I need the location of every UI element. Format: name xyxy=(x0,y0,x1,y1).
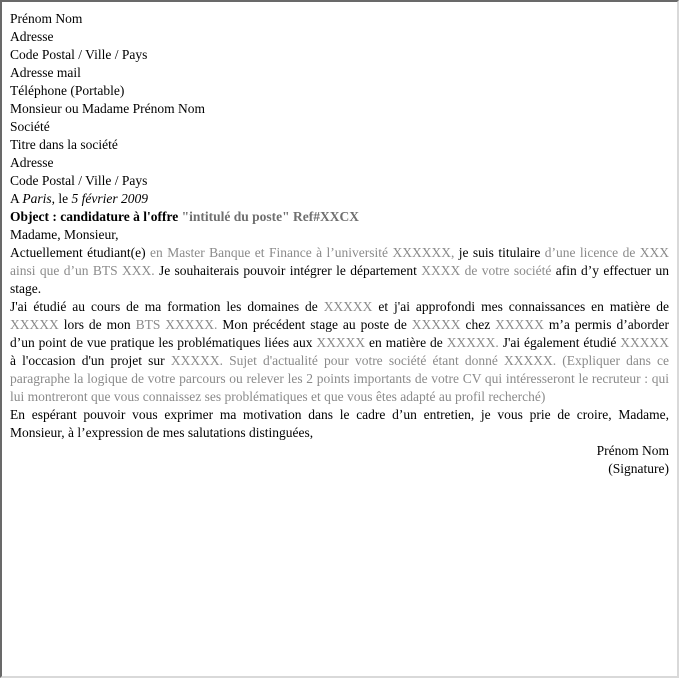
recipient-postal-city-country: Code Postal / Ville / Pays xyxy=(10,173,148,188)
p2-seg17: à l'occasion d'un projet sur xyxy=(10,353,171,368)
p1-seg1: Actuellement étudiant(e) xyxy=(10,245,151,260)
p2-seg7: Mon précédent stage au poste de xyxy=(217,317,412,332)
paragraph-intro xyxy=(10,244,669,298)
salutation: Madame, Monsieur, xyxy=(10,227,119,242)
sender-address: Adresse xyxy=(10,29,54,44)
sender-email: Adresse mail xyxy=(10,65,81,80)
paragraph-experience xyxy=(10,298,669,406)
date-prefix: A xyxy=(10,191,23,206)
p2-seg15: J'ai également étudié xyxy=(498,335,621,350)
date-value: 5 février 2009 xyxy=(71,191,149,206)
sender-postal-city-country: Code Postal / Ville / Pays xyxy=(10,47,148,62)
p1-seg3: je suis titulaire xyxy=(458,245,545,260)
subject-placeholder: "intitulé du poste" Ref#XXCX xyxy=(181,209,359,224)
p1-seg6: XXXX de votre société xyxy=(421,263,556,278)
signature-placeholder: (Signature) xyxy=(608,461,669,476)
p2-seg2: XXXXX xyxy=(323,299,373,314)
recipient-name: Monsieur ou Madame Prénom Nom xyxy=(10,101,205,116)
p2-seg12: XXXXX xyxy=(316,335,366,350)
signature-name: Prénom Nom xyxy=(596,443,669,458)
recipient-company: Société xyxy=(10,119,50,134)
p2-seg8: XXXXX xyxy=(411,317,461,332)
sender-name: Prénom Nom xyxy=(10,11,83,26)
p2-seg10: XXXXX xyxy=(495,317,544,332)
p2-seg1: J'ai étudié au cours de ma formation les domaines de xyxy=(10,299,324,314)
p2-seg16: XXXXX xyxy=(620,335,669,350)
recipient-address: Adresse xyxy=(10,155,54,170)
recipient-title: Titre dans la société xyxy=(10,137,118,152)
p2-seg11: m’a permis d’aborder d’un point de vue pratique les problématiques liées aux xyxy=(10,317,669,350)
p1-seg2: en Master Banque et Finance à l’université XXXXXX, xyxy=(150,245,459,260)
p2-seg9: chez xyxy=(460,317,496,332)
recipient-block xyxy=(10,100,669,208)
p2-seg3: et j'ai approfondi mes connaissances en matière de xyxy=(372,299,669,314)
p1-seg7: afin d’y effectuer un stage. xyxy=(10,263,669,296)
p2-seg14: XXXXX. xyxy=(446,335,499,350)
p2-seg5: lors de mon xyxy=(58,317,136,332)
p2-seg6: BTS XXXXX. xyxy=(135,317,218,332)
sender-block xyxy=(10,10,669,100)
p2-seg4: XXXXX xyxy=(10,317,59,332)
subject-line xyxy=(10,208,669,226)
sender-phone: Téléphone (Portable) xyxy=(10,83,125,98)
closing-paragraph: En espérant pouvoir vous exprimer ma motivation dans le cadre d’un entretien, je vous prie de croire, Madame, Monsieur, à l’expression de mes salutations distinguées, xyxy=(10,407,669,440)
signature-block xyxy=(10,442,669,478)
p1-seg4: d’une licence de XXX ainsi que d’un BTS XXX. xyxy=(10,245,669,278)
date-city: Paris xyxy=(22,191,52,206)
date-line xyxy=(10,190,669,208)
subject-label: Object : candidature à l'offre xyxy=(10,209,182,224)
p2-seg18: XXXXX. Sujet d'actualité pour votre société étant donné XXXXX. (Expliquer dans ce paragraphe la logique de votre parcours ou relever les 2 points importants de votre CV qui intéresseront le recruteur : qui lui montreront que vous connaissez ses problématiques et que vous êtes adapté au profil recherché) xyxy=(10,353,669,404)
p2-seg13: en matière de xyxy=(365,335,447,350)
p1-seg5: Je souhaiterais pouvoir intégrer le département xyxy=(154,263,422,278)
date-separator: , le xyxy=(51,191,72,206)
